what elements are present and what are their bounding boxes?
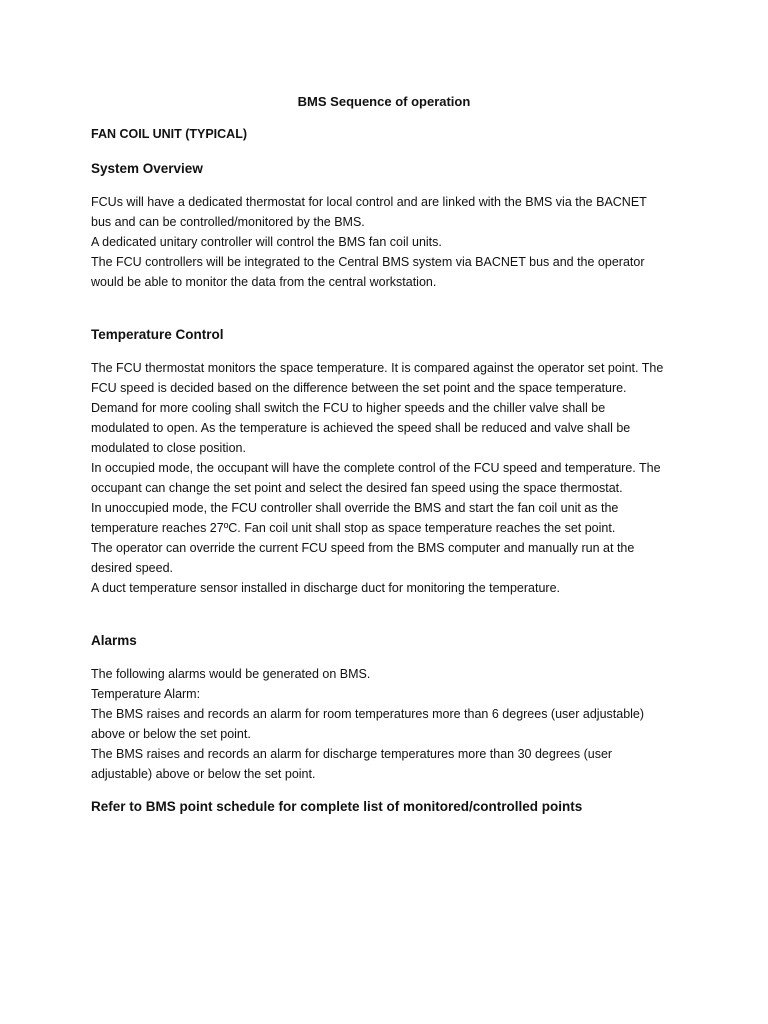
alarms-paragraph: The following alarms would be generated on BMS. Temperature Alarm: The BMS raises and records an alarm for room temperatures more than 6 degrees (user adjustable) above or below the set point. The BMS raises and records an alarm for discharge temperatures more than 30 degrees (user adjustable) above or below the set point.	[91, 667, 645, 781]
overview-heading: System Overview	[91, 161, 203, 176]
unit-subtitle: FAN COIL UNIT (TYPICAL)	[91, 127, 248, 141]
alarms-heading: Alarms	[91, 633, 137, 648]
temperature-control-heading: Temperature Control	[91, 327, 224, 342]
document-body	[91, 126, 691, 816]
temperature-control-paragraph: The FCU thermostat monitors the space temperature. It is compared against the operator set point. The FCU speed is decided based on the difference between the set point and the space temperature. Demand for more cooling shall switch the FCU to higher speeds and the chiller valve shall be modulated to open. As the temperature is achieved the speed shall be reduced and valve shall be modulated to close position. In occupied mode, the occupant will have the complete control of the FCU speed and temperature. The occupant can change the set point and select the desired fan speed using the space thermostat. In unoccupied mode, the FCU controller shall override the BMS and start the fan coil unit as the temperature reaches 27ºC. Fan coil unit shall stop as space temperature reaches the set point. The operator can override the current FCU speed from the BMS computer and manually run at the desired speed. A duct temperature sensor installed in discharge duct for monitoring the temperature.	[91, 361, 664, 595]
overview-paragraph: FCUs will have a dedicated thermostat for local control and are linked with the BMS via the BACNET bus and can be controlled/monitored by the BMS. A dedicated unitary controller will control the BMS fan coil units. The FCU controllers will be integrated to the Central BMS system via BACNET bus and the operator would be able to monitor the data from the central workstation.	[91, 195, 647, 289]
document-title: BMS Sequence of operation	[297, 94, 471, 109]
point-schedule-note: Refer to BMS point schedule for complete list of monitored/controlled points	[91, 799, 583, 814]
